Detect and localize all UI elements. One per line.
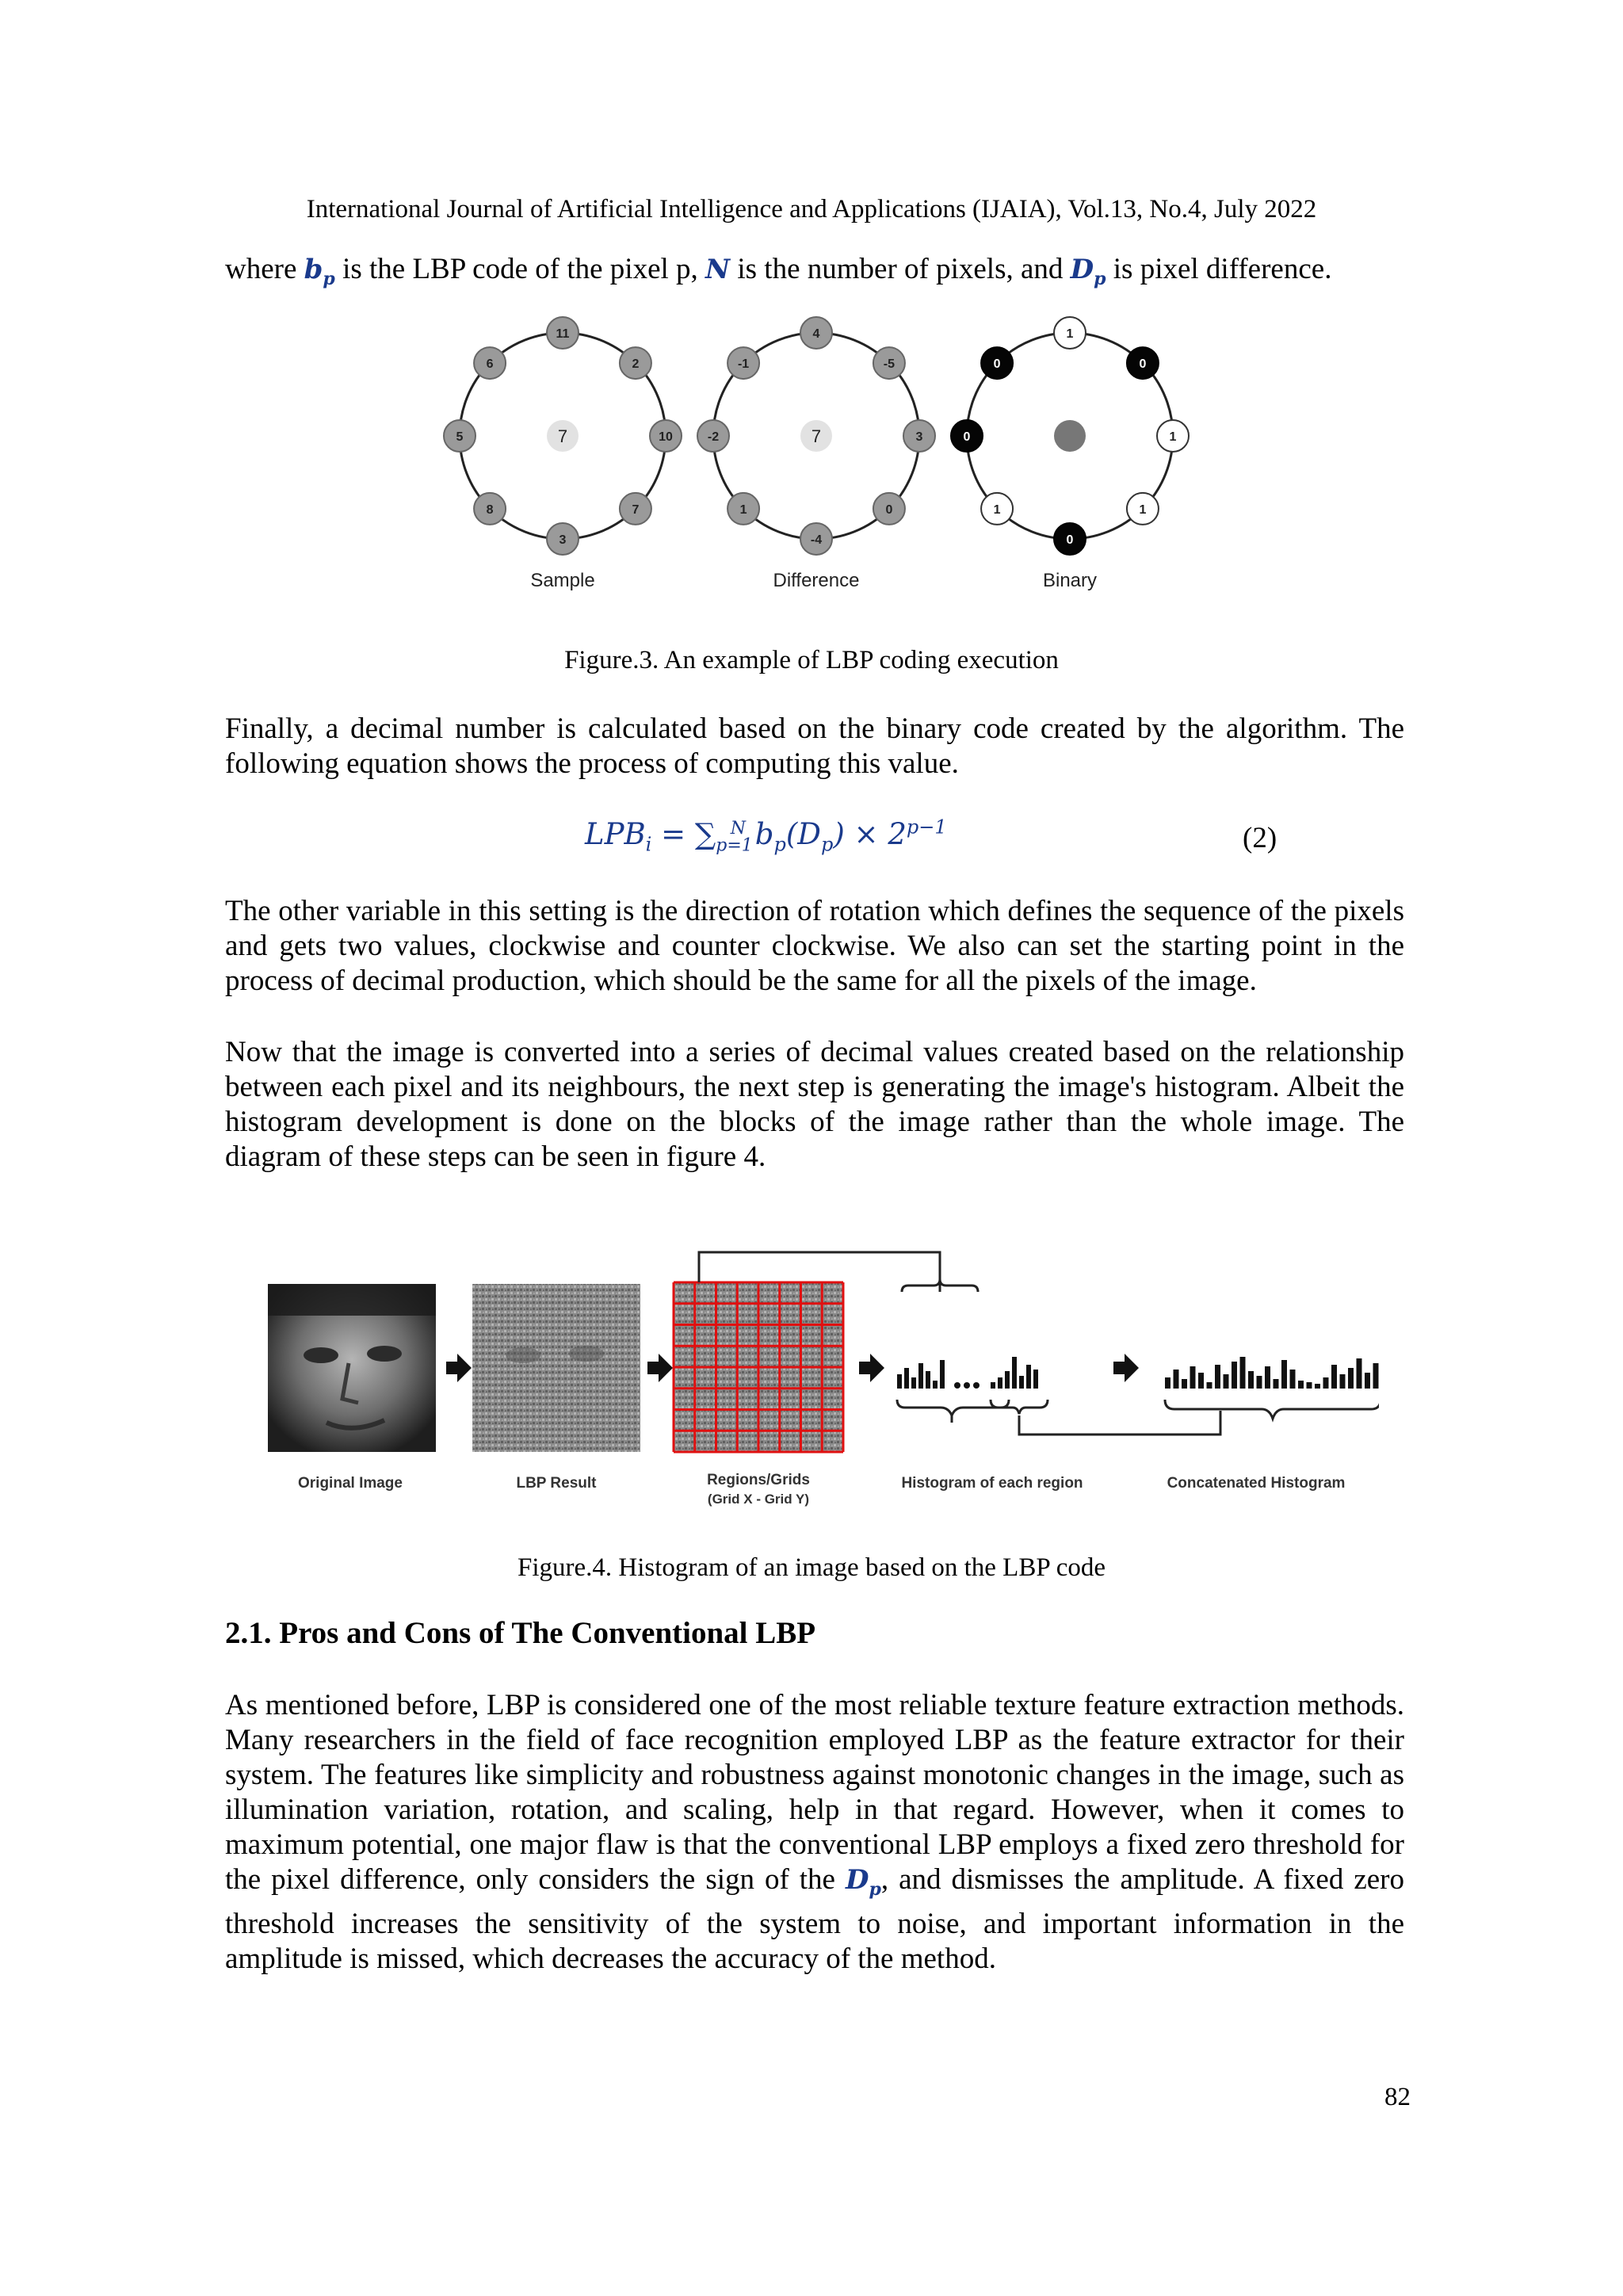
page-number: 82: [1384, 2083, 1411, 2111]
label-regions: Regions/Grids: [707, 1472, 810, 1488]
section-heading: [225, 1615, 815, 1651]
equation-lhs: $LPB_i$: [585, 817, 652, 856]
lbp-neighbor-value-binary-3: 1: [1139, 502, 1147, 517]
paragraph-4-text-a: As mentioned before, LBP is considered one of the most reliable texture feature extraction methods. Many researchers in the field of face recognition employed LBP as the feature extractor for their system. The features like simplicity and robustness against monotonic changes in the image, such as illumination variation, rotation, and scaling, help in that regard. However, when it comes to maximum potential, one major flaw is that the conventional LBP employs a fixed zero threshold for the pixel difference, only considers the sign of the: [225, 1689, 1404, 1896]
journal-header: International Journal of Artificial Intelligence and Applications (IJAIA), Vol.13, No.4, July 2022: [306, 195, 1317, 223]
lbp-neighbor-value-binary-2: 1: [1169, 430, 1177, 444]
lbp-neighbor-value-sample-4: 3: [559, 533, 567, 547]
paragraph-1: Finally, a decimal number is calculated based on the binary code created by the algorithm. The following equation shows the process of computing this value.: [225, 712, 1404, 780]
lbp-neighbor-value-binary-7: 0: [993, 357, 1001, 372]
lbp-neighbor-value-binary-6: 0: [963, 430, 971, 444]
lbp-neighbor-value-difference-1: -5: [883, 357, 896, 372]
lbp-neighbor-value-binary-4: 0: [1066, 533, 1074, 547]
figure-4-caption: Figure.4. Histogram of an image based on the LBP code: [517, 1553, 1106, 1582]
intro-where: where: [225, 253, 297, 285]
lbp-neighbor-value-sample-5: 8: [486, 502, 494, 517]
histogram-of-each-region: [897, 1279, 1220, 1435]
lbp-neighbor-value-sample-1: 2: [632, 357, 640, 372]
label-histogram-each-region: Histogram of each region: [901, 1475, 1083, 1492]
lbp-neighbor-value-difference-7: -1: [737, 357, 750, 372]
label-original-image: Original Image: [298, 1475, 403, 1492]
lbp-neighbor-value-sample-7: 6: [486, 357, 494, 372]
equation-number: (2): [1243, 822, 1277, 854]
arrow-icon: [1113, 1354, 1139, 1382]
regions-grid-image: [674, 1282, 843, 1452]
lbp-neighbor-value-difference-0: 4: [812, 327, 820, 341]
lbp-neighbor-value-difference-5: 1: [739, 502, 747, 517]
equation-rest: ) × $2^{p-1}$: [833, 816, 947, 852]
lbp-neighbor-value-difference-6: -2: [707, 430, 720, 444]
intro-text-3: is pixel difference.: [1113, 253, 1332, 285]
paragraph-3: Now that the image is converted into a series of decimal values created based on the relationship between each pixel and its neighbours, the next step is generating the image's histogram. Albeit the histogram development is done on the blocks of the image rather than the whole image. The diagram of these steps can be seen in figure 4.: [225, 1036, 1404, 1173]
lbp-neighbor-value-sample-0: 11: [556, 327, 570, 341]
lbp-label-difference: Difference: [773, 570, 860, 591]
lbp-center-binary: [1054, 420, 1086, 452]
paragraph-2: The other variable in this setting is the direction of rotation which defines the sequence of the pixels and gets two values, clockwise and counter clockwise. We also can set the starting point in the process of decimal production, which should be the same for all the pixels of the image.: [225, 895, 1404, 997]
arrow-icon: [859, 1354, 884, 1382]
lbp-neighbor-value-binary-5: 1: [993, 502, 1001, 517]
arrow-icon: [647, 1354, 673, 1382]
lbp-center-value-difference: 7: [811, 426, 822, 446]
concatenated-histogram: [1165, 1357, 1379, 1419]
lbp-neighbor-value-binary-1: 0: [1139, 357, 1147, 372]
paragraph-4: [225, 1688, 1404, 1977]
lbp-neighbor-value-difference-4: -4: [810, 533, 823, 547]
equation-sum: = $\sum_{p=1}^N$: [651, 817, 753, 856]
equation-2: [585, 816, 947, 856]
label-regions-grid: (Grid X - Grid Y): [707, 1492, 810, 1507]
figure-4-lbp-histogram-diagram: [254, 1244, 1379, 1522]
symbol-d-p-inline: $D_p$: [845, 1864, 881, 1900]
lbp-center-value-sample: 7: [557, 426, 568, 446]
lbp-result-image: [472, 1284, 640, 1452]
original-face-image: [268, 1284, 436, 1452]
paragraph-4-text-b: , and dismisses the amplitude. A fixed zero threshold increases the sensitivity of the system to noise, and important information in the amplitude is missed, which decreases the accuracy of the method.: [225, 1863, 1404, 1975]
symbol-b-p: $b_p$: [304, 254, 335, 289]
lbp-neighbor-value-binary-0: 1: [1066, 327, 1074, 341]
lbp-label-binary: Binary: [1042, 570, 1098, 591]
lbp-neighbor-value-sample-6: 5: [456, 430, 464, 444]
section-number: 2.1.: [225, 1616, 272, 1650]
intro-line: [225, 252, 1404, 296]
intro-text-2: is the number of pixels, and: [737, 253, 1064, 285]
equation-arg: ($D_p$: [785, 817, 834, 856]
symbol-d-p: $D_p$: [1070, 254, 1106, 289]
arrow-icon: [446, 1354, 472, 1382]
lbp-label-sample: Sample: [530, 570, 595, 591]
lbp-neighbor-value-difference-3: 0: [885, 502, 893, 517]
section-title: Pros and Cons of The Conventional LBP: [279, 1616, 816, 1650]
figure-3-lbp-diagram: [428, 313, 1205, 606]
lbp-neighbor-value-sample-3: 7: [632, 502, 640, 517]
figure-3-caption: Figure.3. An example of LBP coding execution: [564, 646, 1059, 674]
lbp-neighbor-value-sample-2: 10: [659, 430, 673, 444]
equation-bp: $b_p$: [746, 817, 786, 856]
label-lbp-result: LBP Result: [516, 1475, 597, 1492]
lbp-neighbor-value-difference-2: 3: [915, 430, 923, 444]
label-concatenated-histogram: Concatenated Histogram: [1167, 1475, 1346, 1492]
intro-text-1: is the LBP code of the pixel p,: [342, 253, 698, 285]
symbol-n: N: [705, 254, 731, 285]
